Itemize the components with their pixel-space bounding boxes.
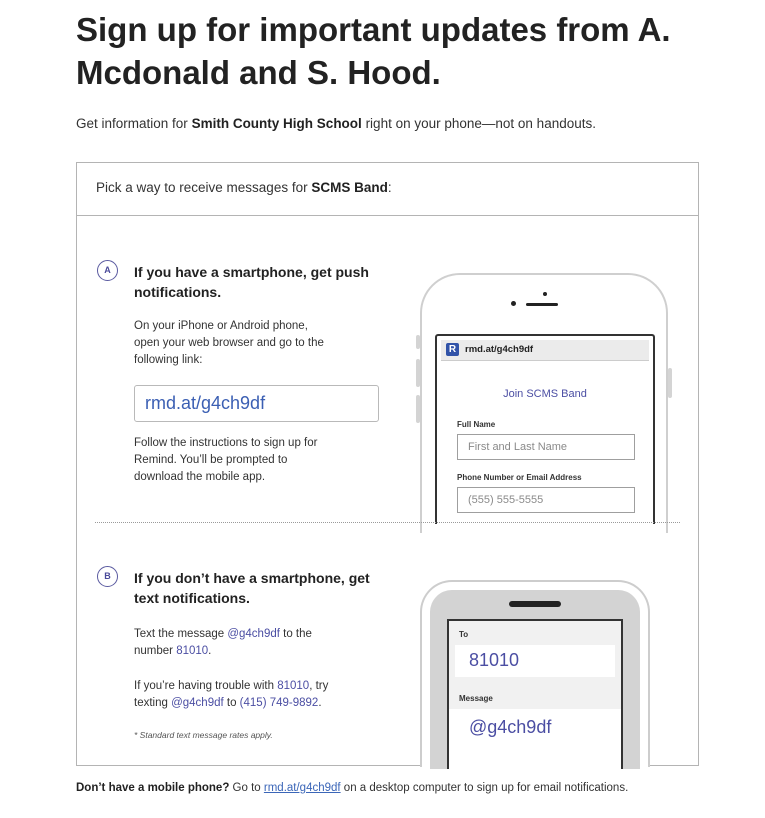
contact-label: Phone Number or Email Address bbox=[457, 473, 582, 482]
trouble-mid: , try texting bbox=[134, 680, 329, 709]
to-label: To bbox=[459, 630, 469, 639]
intro-pre: Get information for bbox=[76, 116, 192, 131]
trouble-to: to bbox=[223, 697, 240, 709]
text-number: 81010 bbox=[176, 645, 209, 657]
footer-text bbox=[76, 782, 628, 794]
to-field bbox=[455, 645, 615, 677]
pick-text bbox=[96, 180, 392, 195]
school-name: Smith County High School bbox=[191, 116, 362, 131]
option-b-title: If you don’t have a smartphone, get text notifications. bbox=[134, 570, 370, 606]
section-divider bbox=[95, 522, 680, 523]
message-field bbox=[449, 709, 621, 769]
intro-text bbox=[76, 116, 596, 131]
to-value: 81010 bbox=[469, 650, 520, 670]
phone-screen bbox=[447, 619, 623, 769]
pick-post: : bbox=[387, 180, 392, 195]
footer-post: on a desktop computer to sign up for email notifications. bbox=[340, 782, 629, 794]
signup-link[interactable]: rmd.at/g4ch9df bbox=[145, 393, 266, 413]
option-b-trouble bbox=[134, 678, 334, 712]
trouble-code: @g4ch9df bbox=[171, 697, 224, 709]
phone-speaker bbox=[526, 303, 558, 306]
text-mid: to the number bbox=[134, 628, 312, 657]
alt-number: (415) 749-9892 bbox=[239, 697, 319, 709]
full-name-label: Full Name bbox=[457, 420, 496, 429]
message-value: @g4ch9df bbox=[469, 717, 552, 737]
contact-field bbox=[457, 487, 635, 513]
class-name: SCMS Band bbox=[311, 180, 388, 195]
join-class-heading: Join SCMS Band bbox=[503, 388, 587, 400]
option-a-instructions: On your iPhone or Android phone, open your web browser and go to the following link: bbox=[134, 320, 324, 366]
message-label: Message bbox=[459, 694, 493, 703]
text-code: @g4ch9df bbox=[227, 628, 280, 640]
phone-body bbox=[430, 590, 640, 769]
badge-b: B bbox=[97, 566, 118, 587]
feature-phone-illustration bbox=[420, 580, 650, 767]
browser-url: rmd.at/g4ch9df bbox=[465, 344, 534, 355]
browser-url-bar bbox=[441, 340, 649, 361]
phone-sensor bbox=[543, 292, 547, 296]
phone-screen bbox=[435, 334, 655, 524]
option-a-follow: Follow the instructions to sign up for Remind. You’ll be prompted to download the mobile app. bbox=[134, 437, 318, 483]
rates-note: * Standard text message rates apply. bbox=[134, 730, 273, 740]
remind-logo-icon: R bbox=[446, 343, 459, 356]
phone-speaker bbox=[509, 601, 561, 607]
text-pre: Text the message bbox=[134, 628, 228, 640]
signup-link-box[interactable] bbox=[134, 385, 379, 422]
box-header bbox=[77, 163, 698, 216]
badge-a: A bbox=[97, 260, 118, 281]
full-name-placeholder: First and Last Name bbox=[468, 441, 568, 453]
pick-pre: Pick a way to receive messages for bbox=[96, 180, 312, 195]
phone-side-button bbox=[668, 368, 672, 398]
text-end: . bbox=[208, 645, 212, 657]
page-title: Sign up for important updates from A. Mcdonald and S. Hood. bbox=[76, 11, 671, 91]
option-a-title: If you have a smartphone, get push notifications. bbox=[134, 264, 369, 300]
trouble-pre: If you’re having trouble with bbox=[134, 680, 278, 692]
footer-pre: Go to bbox=[229, 782, 264, 794]
smartphone-illustration bbox=[420, 273, 668, 533]
trouble-end: . bbox=[318, 697, 322, 709]
intro-post: right on your phone—not on handouts. bbox=[361, 116, 596, 131]
phone-camera bbox=[511, 301, 516, 306]
contact-placeholder: (555) 555-5555 bbox=[468, 494, 544, 506]
footer-bold: Don’t have a mobile phone? bbox=[76, 782, 230, 794]
footer-link[interactable]: rmd.at/g4ch9df bbox=[263, 782, 341, 794]
option-b-text bbox=[134, 626, 334, 660]
signup-options-box bbox=[76, 162, 699, 766]
full-name-field bbox=[457, 434, 635, 460]
trouble-number: 81010 bbox=[277, 680, 310, 692]
